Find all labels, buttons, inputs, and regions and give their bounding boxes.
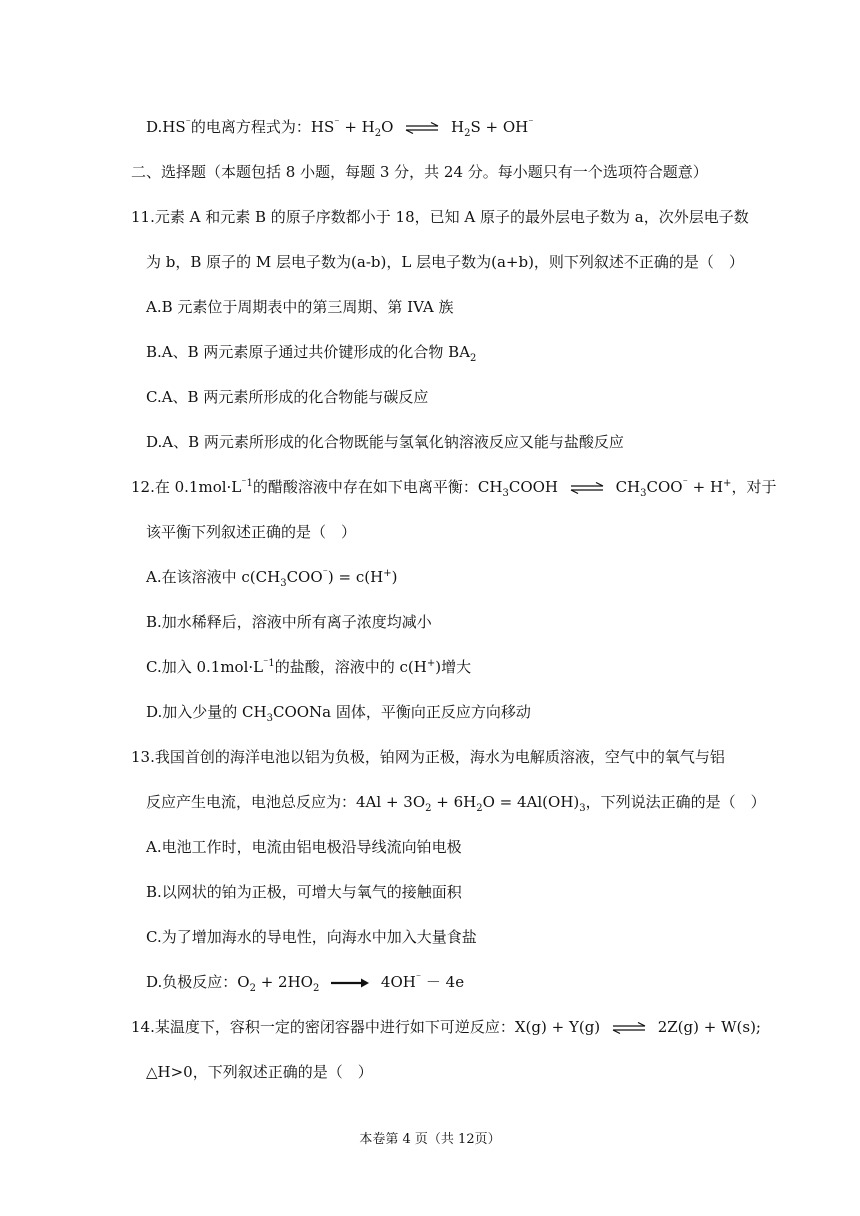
question-13-option-b: B.以网状的铂为正极，可增大与氧气的接触面积: [146, 883, 462, 901]
question-12-option-d: D.加入少量的 $CH_3COONa$ 固体，平衡向正反应方向移动: [146, 703, 531, 724]
equilibrium-arrow-icon: [569, 482, 605, 494]
question-13-option-a: A.电池工作时，电流由铝电极沿导线流向铂电极: [146, 838, 462, 856]
question-11-stem-cont: 为 b，B 原子的 M 层电子数为(a-b)，L 层电子数为(a+b)，则下列叙述不正确的是（ ）: [146, 253, 744, 271]
question-11-option-c: C.A、B 两元素所形成的化合物能与碳反应: [146, 388, 429, 406]
question-12-option-a: A.在该溶液中 $c(CH_3COO^{^-}) = c(H^+)$: [146, 568, 398, 589]
reaction-arrow-icon: [330, 977, 370, 989]
question-12-stem: 12.在 $0.1mol\cdot L^{^-1}$的醋酸溶液中存在如下电离平衡：$CH_3COOH$ $CH_3COO^{^-} + H^+$，对于: [131, 478, 777, 499]
option-d-hs-ionization: D.HS⁻的电离方程式为：$HS^{^-} + H_2O$ $H_2S + OH^{^-}$: [146, 118, 534, 139]
question-13-option-d: D.负极反应：$O_2 + 2HO_2$ 4OH⁻ － 4e: [146, 973, 465, 994]
question-13-option-c: C.为了增加海水的导电性，向海水中加入大量食盐: [146, 928, 477, 946]
question-11-stem: 11.元素 A 和元素 B 的原子序数都小于 18，已知 A 原子的最外层电子数为 a，次外层电子数: [131, 208, 749, 226]
question-11-option-a: A.B 元素位于周期表中的第三周期、第 IVA 族: [146, 298, 454, 316]
equilibrium-arrow-icon: [404, 122, 440, 134]
question-14-stem: 14.某温度下，容积一定的密闭容器中进行如下可逆反应：X(g) + Y(g) 2Z(g) + W(s);: [131, 1018, 761, 1036]
question-11-option-b: B.A、B 两元素原子通过共价键形成的化合物 $BA_2$: [146, 343, 477, 364]
section-heading: 二、选择题（本题包括 8 小题，每题 3 分，共 24 分。每小题只有一个选项符合题意）: [131, 163, 708, 181]
question-12-option-b: B.加水稀释后，溶液中所有离子浓度均减小: [146, 613, 432, 631]
question-13-stem: 13.我国首创的海洋电池以铝为负极，铂网为正极，海水为电解质溶液，空气中的氧气与铝: [131, 748, 725, 766]
equilibrium-arrow-icon: [611, 1022, 647, 1034]
question-11-option-d: D.A、B 两元素所形成的化合物既能与氢氧化钠溶液反应又能与盐酸反应: [146, 433, 624, 451]
question-12-option-c: C.加入 $0.1mol\cdot L^{^-1}$的盐酸，溶液中的 c(H+)增大: [146, 658, 472, 676]
page-footer: 本卷第 4 页（共 12页）: [359, 1132, 501, 1147]
question-13-stem-cont: 反应产生电流，电池总反应为：$4Al + 3O_2 + 6H_2O = 4Al(OH)_3$，下列说法正确的是（ ）: [146, 793, 766, 814]
question-14-stem-cont: △H>0，下列叙述正确的是（ ）: [146, 1063, 373, 1081]
question-12-stem-cont: 该平衡下列叙述正确的是（ ）: [146, 523, 357, 541]
